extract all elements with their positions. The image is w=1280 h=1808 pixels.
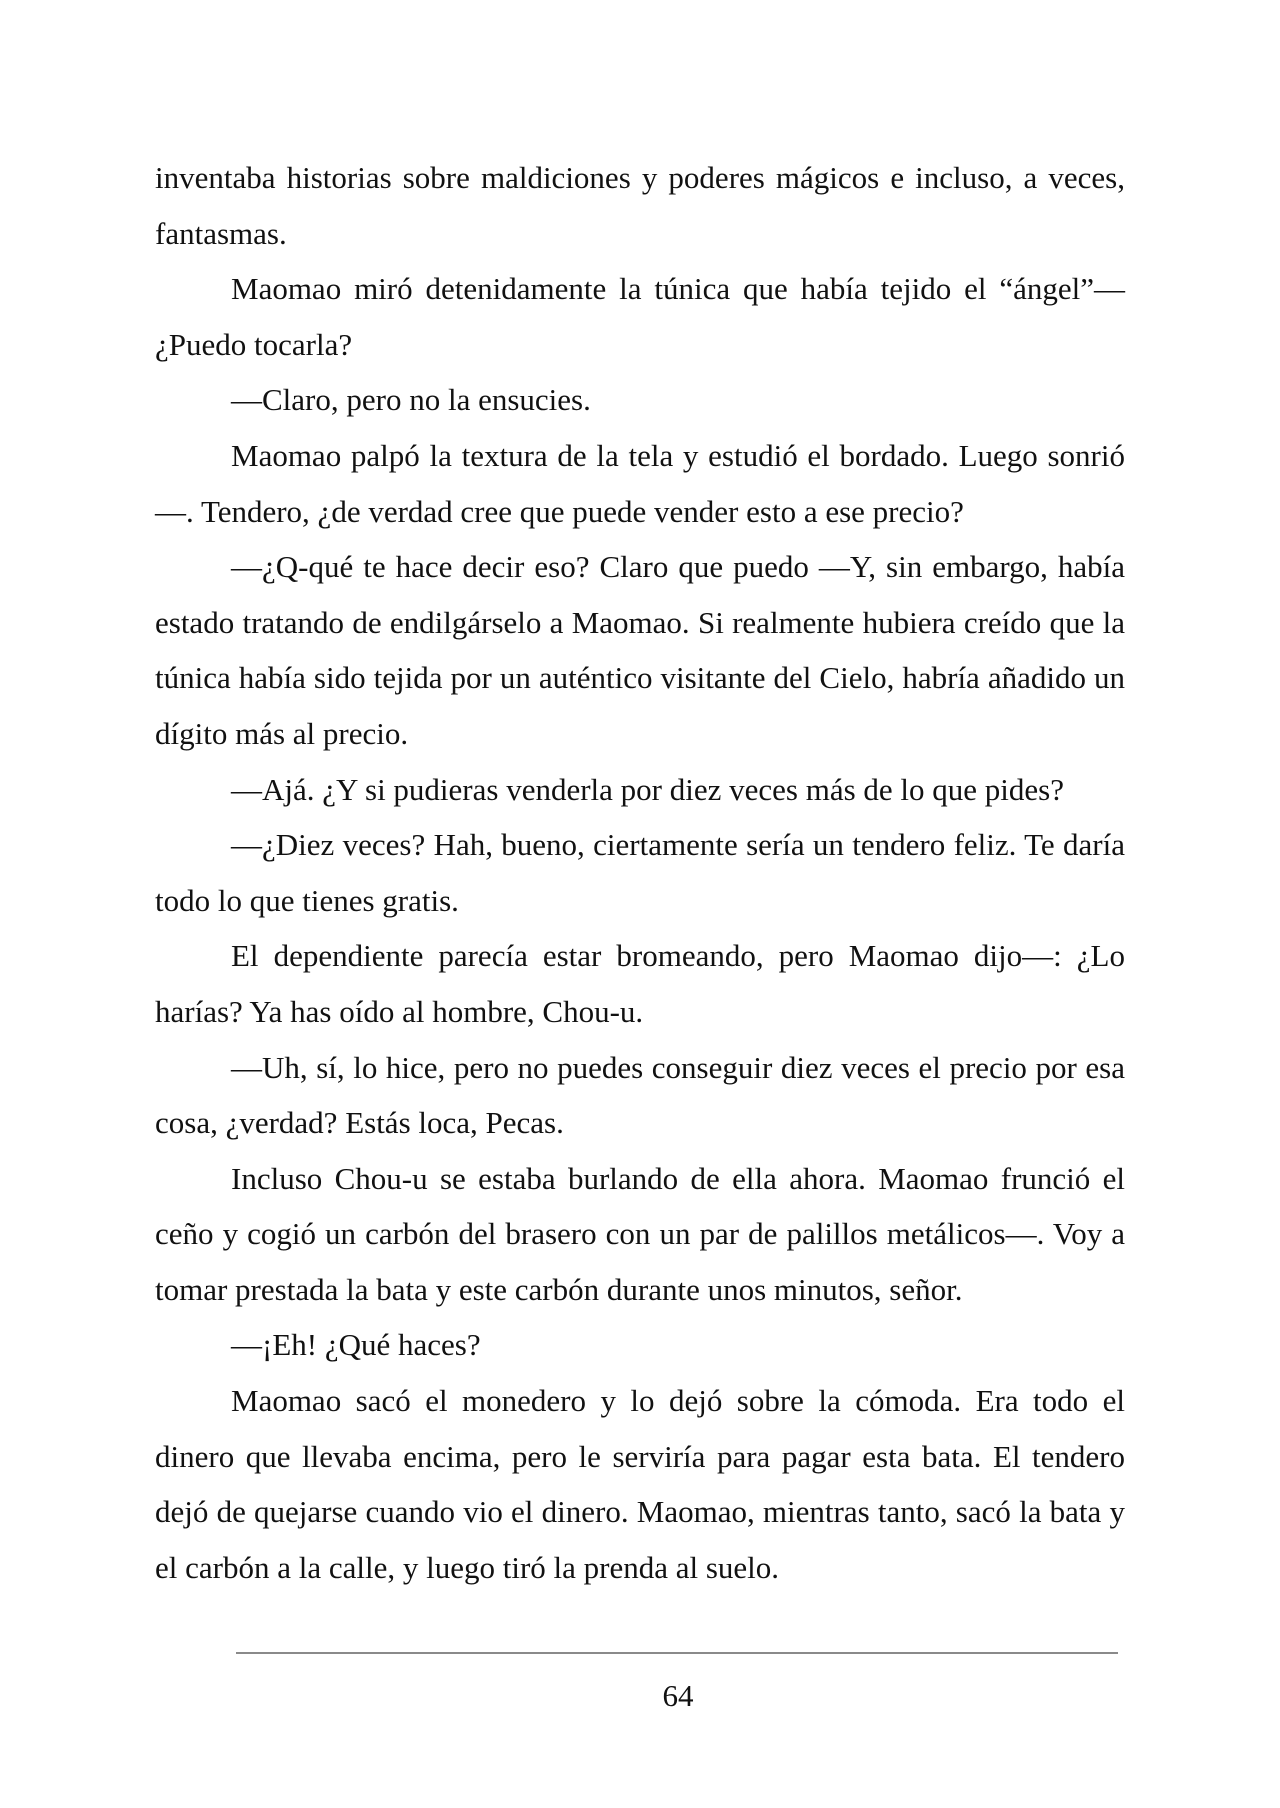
paragraph-4: Maomao palpó la textura de la tela y estudió el bordado. Luego sonrió—. Tendero, ¿de verdad cree que puede vender esto a ese precio? <box>155 437 1125 529</box>
paragraph-5: —¿Q-qué te hace decir eso? Claro que puedo —Y, sin embargo, había estado tratando de endilgárselo a Maomao. Si realmente hubiera creído que la túnica había sido tejida por un auténtico visitante del Cielo, habría añadido un dígito más al precio. <box>155 549 1125 751</box>
paragraph-7: —¿Diez veces? Hah, bueno, ciertamente sería un tendero feliz. Te daría todo lo que tienes gratis. <box>155 827 1125 918</box>
paragraph-12: Maomao sacó el monedero y lo dejó sobre la cómoda. Era todo el dinero que llevaba encima, pero le serviría para pagar esta bata. El tendero dejó de quejarse cuando vio el dinero. Maomao, mientras tanto, sacó la bata y el carbón a la calle, y luego tiró la prenda al suelo. <box>155 1383 1125 1585</box>
paragraph-11: —¡Eh! ¿Qué haces? <box>231 1327 481 1363</box>
page-body <box>155 150 1125 1595</box>
paragraph-6: —Ajá. ¿Y si pudieras venderla por diez veces más de lo que pides? <box>231 771 1064 807</box>
paragraph-3: —Claro, pero no la ensucies. <box>231 382 591 418</box>
paragraph-2: Maomao miró detenidamente la túnica que había tejido el “ángel”—¿Puedo tocarla? <box>155 271 1125 362</box>
page-number: 64 <box>662 1678 694 1713</box>
paragraph-9: —Uh, sí, lo hice, pero no puedes conseguir diez veces el precio por esa cosa, ¿verdad? Estás loca, Pecas. <box>155 1049 1125 1141</box>
paragraph-8: El dependiente parecía estar bromeando, pero Maomao dijo—: ¿Lo harías? Ya has oído al hombre, Chou-u. <box>155 938 1125 1029</box>
paragraph-1: inventaba historias sobre maldiciones y poderes mágicos e incluso, a veces, fantasmas. <box>155 160 1125 251</box>
footer-divider <box>236 1652 1118 1654</box>
paragraph-10: Incluso Chou-u se estaba burlando de ella ahora. Maomao frunció el ceño y cogió un carbón del brasero con un par de palillos metálicos—. Voy a tomar prestada la bata y este carbón durante unos minutos, señor. <box>155 1160 1125 1307</box>
